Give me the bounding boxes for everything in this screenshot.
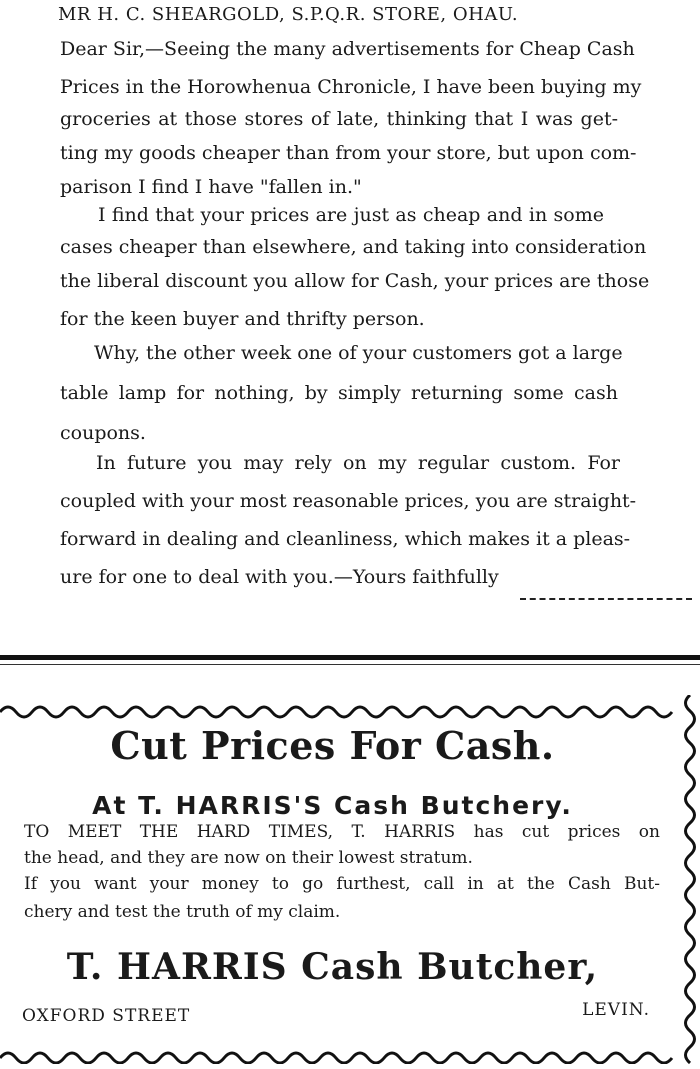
- column-divider-thick: [0, 655, 700, 660]
- column-divider-thin: [0, 664, 700, 665]
- ad-subtitle: At T. HARRIS'S Cash Butchery.: [92, 791, 573, 820]
- letter-line: ting my goods cheaper than from your store, but upon com-: [60, 142, 637, 164]
- letter-line: coupled with your most reasonable prices, you are straight-: [60, 490, 637, 512]
- ad-butcher-name: T. HARRIS Cash Butcher,: [66, 946, 599, 988]
- letter-line: parison I find I have "fallen in.": [60, 176, 362, 198]
- ad-street: OXFORD STREET: [22, 1006, 191, 1026]
- letter-line: forward in dealing and cleanliness, which makes it a pleas-: [60, 528, 631, 550]
- letter-line: table lamp for nothing, by simply returning some cash: [60, 382, 618, 404]
- signature-line: [520, 598, 692, 600]
- letter-line: for the keen buyer and thrifty person.: [60, 308, 425, 330]
- ad-body-line: the head, and they are now on their lowest stratum.: [24, 848, 473, 868]
- letter-line: cases cheaper than elsewhere, and taking into consideration: [60, 236, 647, 258]
- ornamental-border-right: [680, 695, 700, 1065]
- letter-line: coupons.: [60, 422, 146, 444]
- ornamental-border-top: [0, 700, 700, 720]
- ornamental-border-bottom: [0, 1044, 700, 1064]
- ad-title: Cut Prices For Cash.: [110, 723, 555, 768]
- letter-line: the liberal discount you allow for Cash, your prices are those: [60, 270, 650, 292]
- letter-line: Prices in the Horowhenua Chronicle, I have been buying my: [60, 76, 642, 98]
- ad-town: LEVIN.: [582, 1000, 650, 1020]
- ad-body-line: chery and test the truth of my claim.: [24, 902, 341, 922]
- letter-line: Dear Sir,—Seeing the many advertisements for Cheap Cash: [60, 38, 635, 60]
- letter-line: groceries at those stores of late, thinking that I was get-: [60, 108, 618, 130]
- letter-line: Why, the other week one of your customers got a large: [94, 342, 623, 364]
- letter-line: ure for one to deal with you.—Yours faithfully: [60, 566, 499, 588]
- ad-body-line: TO MEET THE HARD TIMES, T. HARRIS has cut prices on: [24, 822, 660, 842]
- letter-line: In future you may rely on my regular custom. For: [96, 452, 620, 474]
- letter-line: I find that your prices are just as cheap and in some: [98, 204, 604, 226]
- ad-body-line: If you want your money to go furthest, call in at the Cash But-: [24, 874, 660, 894]
- letter-heading: MR H. C. SHEARGOLD, S.P.Q.R. STORE, OHAU.: [58, 4, 519, 25]
